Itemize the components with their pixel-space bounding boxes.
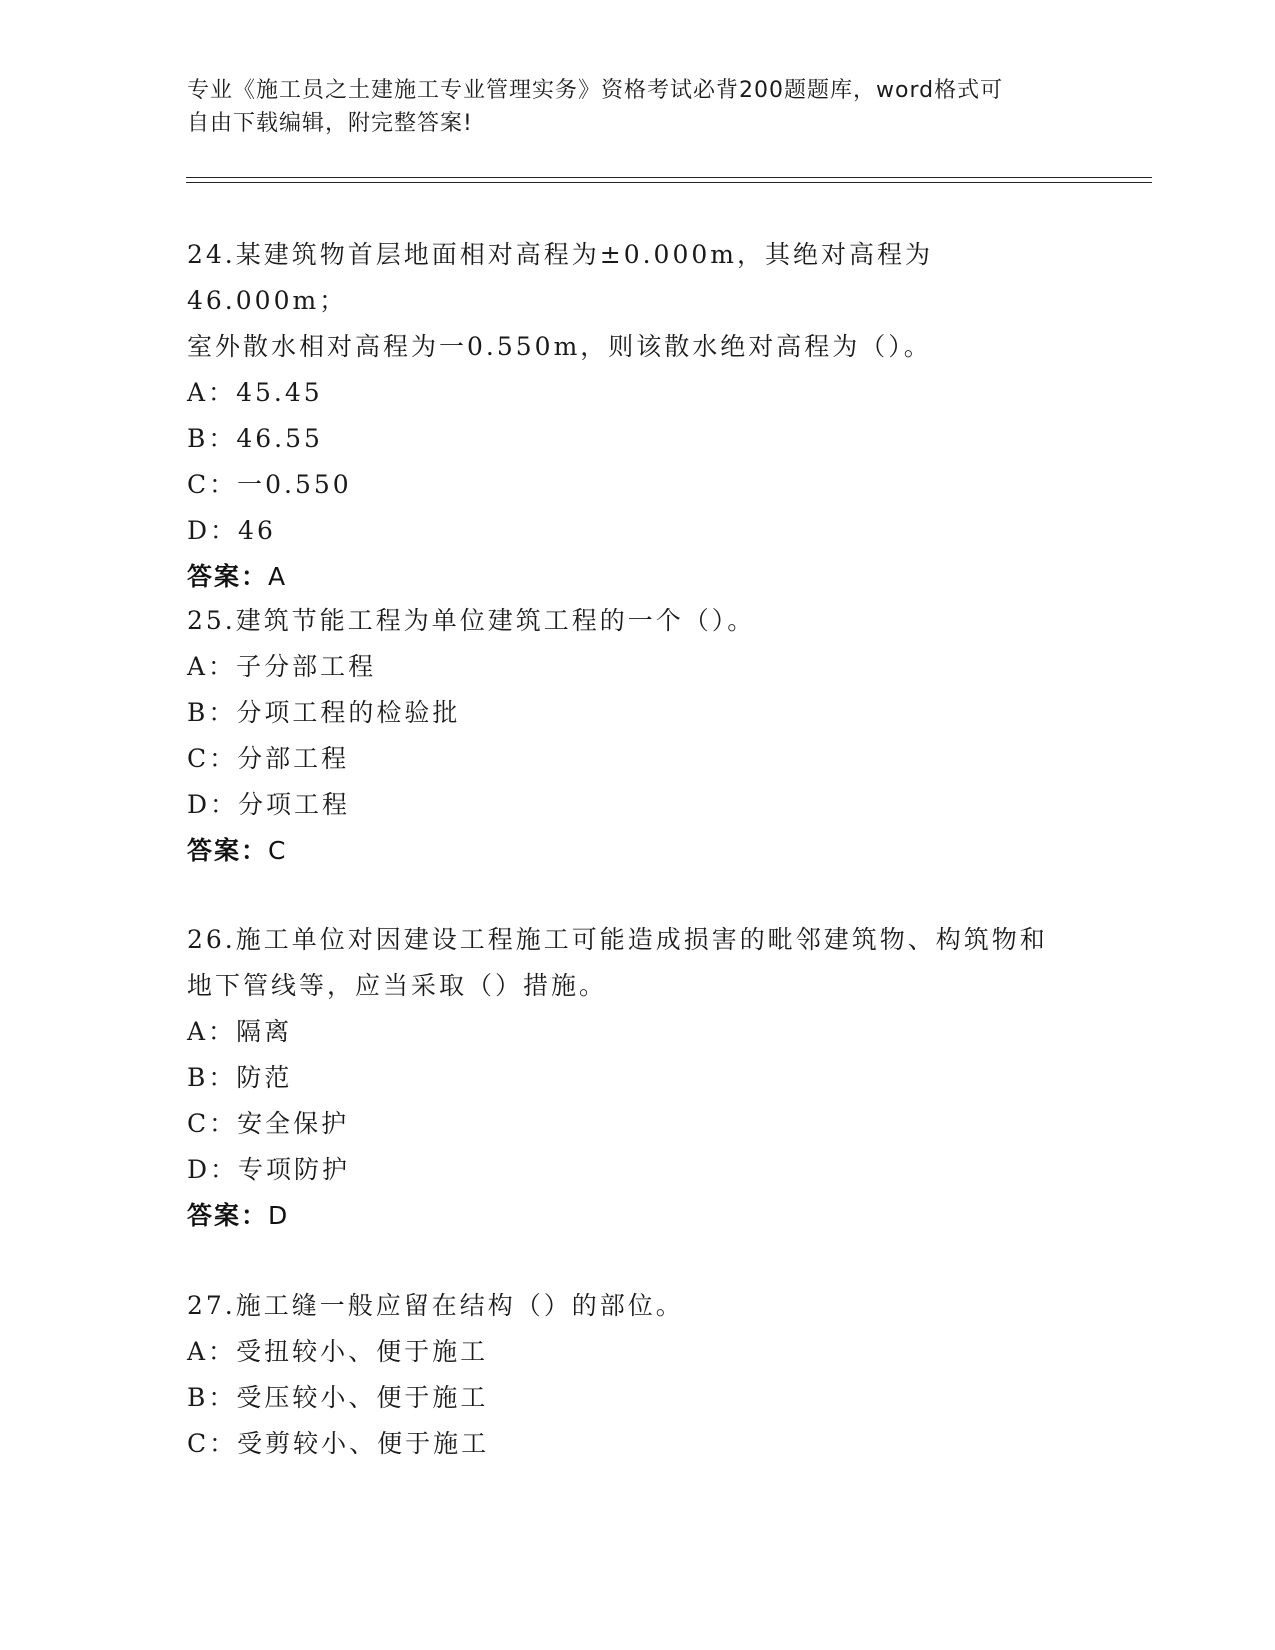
answer-value: A [268, 562, 288, 591]
question-stem-line: 25.建筑节能工程为单位建筑工程的一个（）。 [187, 606, 756, 635]
option-text: 46.55 [236, 424, 323, 453]
option-b [187, 690, 1087, 736]
option-letter: C： [187, 1109, 238, 1138]
header-line-1: 专业《施工员之土建施工专业管理实务》资格考试必背200题题库，word格式可 [187, 78, 1004, 103]
option-text: 专项防护 [238, 1155, 351, 1184]
answer-value: D [268, 1201, 290, 1230]
answer-label: 答案： [187, 562, 269, 591]
option-b [187, 1375, 1087, 1421]
option-c [187, 1421, 1087, 1467]
header-line-2: 自由下载编辑，附完整答案! [187, 111, 473, 136]
header-divider-bottom [186, 182, 1152, 183]
option-text: 一0.550 [237, 470, 352, 499]
option-letter: C： [187, 470, 238, 499]
option-text: 45.45 [236, 378, 323, 407]
answer-value: C [268, 836, 288, 865]
option-text: 子分部工程 [236, 652, 377, 681]
option-letter: B： [187, 424, 237, 453]
option-letter: C： [187, 744, 238, 773]
option-c [187, 462, 1087, 508]
question-26 [187, 917, 1087, 1239]
option-letter: A： [187, 1017, 237, 1046]
answer-label: 答案： [187, 1201, 269, 1230]
question-stem-line: 27.施工缝一般应留在结构（）的部位。 [187, 1291, 684, 1320]
answer-line [187, 1193, 1087, 1239]
answer-line [187, 828, 1087, 874]
option-b [187, 416, 1087, 462]
option-c [187, 736, 1087, 782]
option-letter: D： [187, 516, 239, 545]
option-letter: B： [187, 698, 237, 727]
option-letter: A： [187, 652, 237, 681]
option-text: 受剪较小、便于施工 [237, 1429, 490, 1458]
option-c [187, 1101, 1087, 1147]
question-27 [187, 1283, 1087, 1467]
header-divider-top [186, 177, 1152, 178]
option-text: 分项工程的检验批 [236, 698, 461, 727]
option-text: 防范 [236, 1063, 293, 1092]
question-25 [187, 598, 1087, 874]
option-text: 46 [238, 516, 276, 545]
option-letter: B： [187, 1383, 237, 1412]
option-letter: C： [187, 1429, 238, 1458]
question-stem-line: 24.某建筑物首层地面相对高程为±0.000m，其绝对高程为46.000m； [187, 240, 933, 315]
option-text: 分项工程 [238, 790, 351, 819]
option-text: 安全保护 [237, 1109, 350, 1138]
option-letter: A： [187, 378, 237, 407]
option-letter: B： [187, 1063, 237, 1092]
question-stem-line: 26.施工单位对因建设工程施工可能造成损害的毗邻建筑物、构筑物和 [187, 925, 1048, 954]
option-a [187, 1009, 1087, 1055]
option-text: 分部工程 [237, 744, 350, 773]
option-a [187, 644, 1087, 690]
option-text: 受扭较小、便于施工 [236, 1337, 489, 1366]
option-text: 受压较小、便于施工 [236, 1383, 489, 1412]
option-letter: A： [187, 1337, 237, 1366]
answer-label: 答案： [187, 836, 269, 865]
option-text: 隔离 [236, 1017, 293, 1046]
option-letter: D： [187, 790, 239, 819]
document-header [187, 74, 1067, 140]
question-stem-line: 室外散水相对高程为一0.550m，则该散水绝对高程为（）。 [187, 332, 932, 361]
question-24 [187, 232, 1087, 600]
option-d [187, 782, 1087, 828]
option-letter: D： [187, 1155, 239, 1184]
answer-line [187, 554, 1087, 600]
option-a [187, 370, 1087, 416]
option-a [187, 1329, 1087, 1375]
option-d [187, 508, 1087, 554]
option-d [187, 1147, 1087, 1193]
question-stem-line: 地下管线等，应当采取（）措施。 [187, 971, 608, 1000]
option-b [187, 1055, 1087, 1101]
